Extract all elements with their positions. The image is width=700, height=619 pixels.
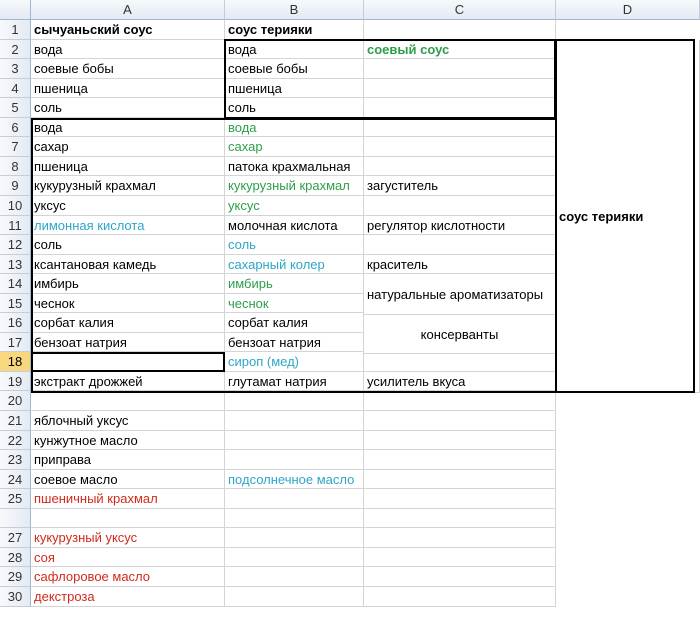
row-header[interactable]: 28 <box>0 548 31 567</box>
grid-cell[interactable] <box>364 59 556 79</box>
grid-cell[interactable] <box>364 567 556 587</box>
cell-a7[interactable]: сахар <box>31 137 225 157</box>
row-header[interactable]: 12 <box>0 235 31 255</box>
row-header[interactable]: 8 <box>0 157 31 176</box>
cell-a11[interactable]: лимонная кислота <box>31 216 225 235</box>
grid-cell[interactable] <box>364 118 556 137</box>
cell-a3[interactable]: соевые бобы <box>31 59 225 79</box>
grid-cell[interactable] <box>225 411 364 431</box>
cell-a12[interactable]: соль <box>31 235 225 255</box>
row-header[interactable]: 3 <box>0 59 31 79</box>
column-header-a[interactable]: A <box>31 0 225 20</box>
cell-a13[interactable]: ксантановая камедь <box>31 255 225 274</box>
grid-cell[interactable] <box>364 391 556 411</box>
cell-a16[interactable]: сорбат калия <box>31 313 225 333</box>
cell-a29[interactable]: сафлоровое масло <box>31 567 225 587</box>
grid-cell[interactable] <box>364 489 556 509</box>
grid-cell[interactable] <box>364 411 556 431</box>
row-header[interactable]: 15 <box>0 294 31 313</box>
cell-a24[interactable]: соевое масло <box>31 470 225 489</box>
cell-c13[interactable]: краситель <box>364 255 556 274</box>
row-header[interactable]: 20 <box>0 391 31 411</box>
cell-a4[interactable]: пшеница <box>31 79 225 98</box>
cell-b12[interactable]: соль <box>225 235 364 255</box>
merged-cell-d2-d19[interactable]: соус терияки <box>556 40 700 393</box>
cell-c11[interactable]: регулятор кислотности <box>364 216 556 235</box>
cell-a9[interactable]: кукурузный крахмал <box>31 176 225 196</box>
merged-cell-c16-17[interactable]: консерванты <box>364 315 556 354</box>
cell-c2[interactable]: соевый соус <box>364 40 556 59</box>
cell-a19[interactable]: экстракт дрожжей <box>31 372 225 391</box>
cell-a21[interactable]: яблочный уксус <box>31 411 225 431</box>
cell-b8[interactable]: патока крахмальная <box>225 157 364 176</box>
grid-cell[interactable] <box>225 528 364 548</box>
cell-c9[interactable]: загуститель <box>364 176 556 196</box>
cell-a28[interactable]: соя <box>31 548 225 567</box>
grid-cell[interactable] <box>225 450 364 470</box>
grid-cell[interactable] <box>31 391 225 411</box>
grid-cell[interactable] <box>225 567 364 587</box>
cell-b17[interactable]: бензоат натрия <box>225 333 364 352</box>
grid-cell[interactable] <box>225 431 364 450</box>
grid-cell[interactable] <box>364 98 556 118</box>
cell-b16[interactable]: сорбат калия <box>225 313 364 333</box>
row-header[interactable]: 5 <box>0 98 31 118</box>
cell-a30[interactable]: декстроза <box>31 587 225 607</box>
cell-a15[interactable]: чеснок <box>31 294 225 313</box>
grid-cell[interactable] <box>364 79 556 98</box>
row-header[interactable]: 24 <box>0 470 31 489</box>
cell-a8[interactable]: пшеница <box>31 157 225 176</box>
row-header[interactable]: 17 <box>0 333 31 352</box>
row-header[interactable]: 29 <box>0 567 31 587</box>
cell-b1[interactable]: соус терияки <box>225 20 364 40</box>
cell-a1[interactable]: сычуаньский соус <box>31 20 225 40</box>
cell-c19[interactable]: усилитель вкуса <box>364 372 556 391</box>
cell-a6[interactable]: вода <box>31 118 225 137</box>
cell-a10[interactable]: уксус <box>31 196 225 216</box>
select-all-corner[interactable] <box>0 0 31 20</box>
grid-cell[interactable] <box>364 431 556 450</box>
grid-cell[interactable] <box>364 157 556 176</box>
cell-b7[interactable]: сахар <box>225 137 364 157</box>
row-header[interactable]: 19 <box>0 372 31 391</box>
cell-a22[interactable]: кунжутное масло <box>31 431 225 450</box>
grid-cell[interactable] <box>364 548 556 567</box>
cell-b2[interactable]: вода <box>225 40 364 59</box>
grid-cell[interactable] <box>364 20 556 40</box>
cell-b19[interactable]: глутамат натрия <box>225 372 364 391</box>
row-header[interactable]: 13 <box>0 255 31 274</box>
row-header[interactable]: 1 <box>0 20 31 40</box>
grid-cell[interactable] <box>225 509 364 528</box>
column-header-b[interactable]: B <box>225 0 364 20</box>
grid-cell[interactable] <box>364 352 556 372</box>
row-header[interactable]: 6 <box>0 118 31 137</box>
column-header-d[interactable]: D <box>556 0 700 20</box>
grid-cell[interactable] <box>364 196 556 216</box>
cell-a17[interactable]: бензоат натрия <box>31 333 225 352</box>
row-header[interactable]: 10 <box>0 196 31 216</box>
cell-b24[interactable]: подсолнечное масло <box>225 470 364 489</box>
cell-b15[interactable]: чеснок <box>225 294 364 313</box>
grid-cell[interactable] <box>364 137 556 157</box>
row-header[interactable] <box>0 509 31 528</box>
grid-cell[interactable] <box>364 450 556 470</box>
grid-cell[interactable] <box>364 470 556 489</box>
cell-b10[interactable]: уксус <box>225 196 364 216</box>
grid-cell[interactable] <box>31 509 225 528</box>
row-header[interactable]: 9 <box>0 176 31 196</box>
grid-cell[interactable] <box>364 509 556 528</box>
row-header[interactable]: 18 <box>0 352 31 372</box>
row-header[interactable]: 16 <box>0 313 31 333</box>
column-header-c[interactable]: C <box>364 0 556 20</box>
row-header[interactable]: 30 <box>0 587 31 607</box>
grid-cell[interactable] <box>225 391 364 411</box>
cell-a5[interactable]: соль <box>31 98 225 118</box>
cell-b9[interactable]: кукурузный крахмал <box>225 176 364 196</box>
grid-cell[interactable] <box>225 489 364 509</box>
cell-a18-selected[interactable] <box>31 352 225 372</box>
cell-b3[interactable]: соевые бобы <box>225 59 364 79</box>
grid-cell[interactable] <box>364 587 556 607</box>
row-header[interactable]: 14 <box>0 274 31 294</box>
cell-b5[interactable]: соль <box>225 98 364 118</box>
row-header[interactable]: 22 <box>0 431 31 450</box>
cell-a14[interactable]: имбирь <box>31 274 225 294</box>
row-header[interactable]: 21 <box>0 411 31 431</box>
cell-b13[interactable]: сахарный колер <box>225 255 364 274</box>
grid-cell[interactable] <box>225 587 364 607</box>
cell-a27[interactable]: кукурузный уксус <box>31 528 225 548</box>
cell-a25[interactable]: пшеничный крахмал <box>31 489 225 509</box>
grid-cell[interactable] <box>364 235 556 255</box>
row-header[interactable]: 2 <box>0 40 31 59</box>
cell-b11[interactable]: молочная кислота <box>225 216 364 235</box>
grid-cell[interactable] <box>225 548 364 567</box>
row-header[interactable]: 4 <box>0 79 31 98</box>
row-header[interactable]: 25 <box>0 489 31 509</box>
cell-b18[interactable]: сироп (мед) <box>225 352 364 372</box>
cell-b4[interactable]: пшеница <box>225 79 364 98</box>
cell-a23[interactable]: приправа <box>31 450 225 470</box>
cell-b14[interactable]: имбирь <box>225 274 364 294</box>
row-header[interactable]: 7 <box>0 137 31 157</box>
row-header[interactable]: 27 <box>0 528 31 548</box>
cell-b6[interactable]: вода <box>225 118 364 137</box>
row-header[interactable]: 23 <box>0 450 31 470</box>
row-header[interactable]: 11 <box>0 216 31 235</box>
cell-a2[interactable]: вода <box>31 40 225 59</box>
merged-cell-c14-15[interactable]: натуральные ароматизаторы <box>364 275 556 315</box>
grid-cell[interactable] <box>364 528 556 548</box>
